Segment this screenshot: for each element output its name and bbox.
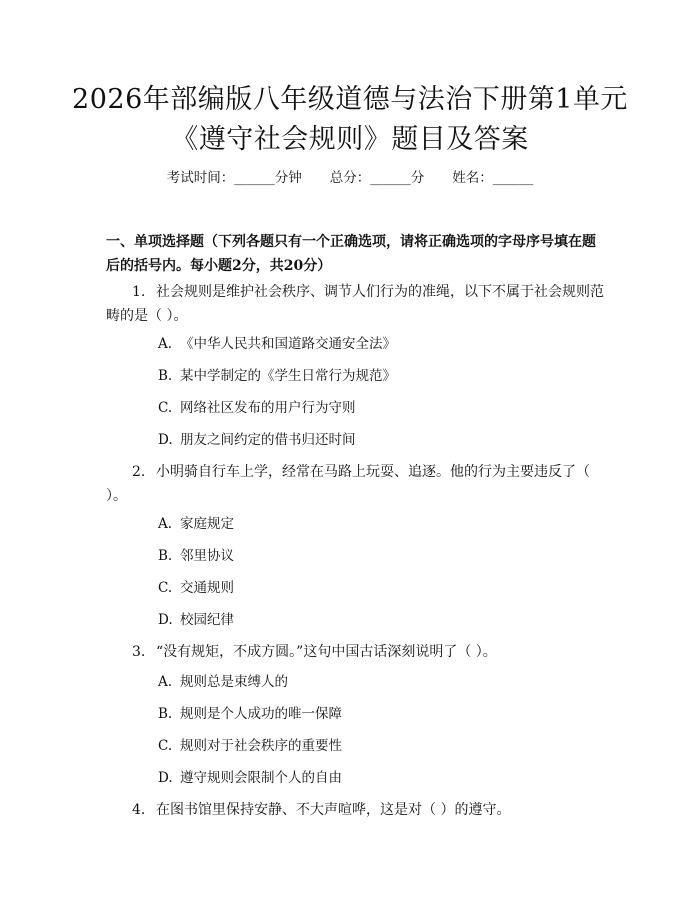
question-2: [106, 460, 606, 508]
question-number: 2.: [132, 464, 146, 480]
exam-time-field: 考试时间：______分钟: [166, 170, 302, 186]
option-text: 规则对于社会秩序的重要性: [180, 738, 342, 754]
page-title: 2026年部编版八年级道德与法治下册第1单元《遵守社会规则》题目及答案: [72, 84, 628, 155]
option-text: 《中华人民共和国道路交通安全法》: [180, 336, 396, 352]
question-number: 4.: [132, 802, 146, 818]
option-text: 某中学制定的《学生日常行为规范》: [180, 368, 396, 384]
option-3d: [158, 768, 598, 788]
option-letter: C.: [158, 738, 173, 754]
option-1a: [158, 334, 598, 354]
option-text: 家庭规定: [180, 516, 234, 532]
option-text: 网络社区发布的用户行为守则: [180, 400, 356, 416]
option-letter: D.: [158, 612, 173, 628]
question-number: 1.: [132, 284, 146, 300]
total-score-field: 总分：______分: [329, 170, 425, 186]
option-letter: D.: [158, 432, 173, 448]
question-text: 小明骑自行车上学，经常在马路上玩耍、追逐。他的行为主要违反了（ ）。: [106, 464, 590, 504]
question-number: 3.: [132, 644, 146, 660]
option-letter: C.: [158, 400, 173, 416]
option-2d: [158, 610, 598, 630]
option-letter: C.: [158, 580, 173, 596]
question-3: [106, 640, 606, 664]
option-letter: B.: [158, 548, 173, 564]
option-letter: D.: [158, 770, 173, 786]
option-letter: B.: [158, 706, 173, 722]
option-2c: [158, 578, 598, 598]
option-text: 规则是个人成功的唯一保障: [180, 706, 342, 722]
question-1: [106, 280, 606, 328]
option-letter: B.: [158, 368, 173, 384]
option-letter: A.: [158, 336, 173, 352]
option-3c: [158, 736, 598, 756]
exam-meta: [0, 168, 700, 188]
option-2b: [158, 546, 598, 566]
option-text: 邻里协议: [180, 548, 234, 564]
option-letter: A.: [158, 516, 173, 532]
student-name-field: 姓名：______: [452, 170, 534, 186]
question-text: 社会规则是维护社会秩序、调节人们行为的准绳，以下不属于社会规则范畴的是（ ）。: [106, 284, 604, 324]
option-text: 交通规则: [180, 580, 234, 596]
option-text: 遵守规则会限制个人的自由: [180, 770, 342, 786]
option-3b: [158, 704, 598, 724]
option-text: 规则总是束缚人的: [180, 674, 288, 690]
option-1b: [158, 366, 598, 386]
question-text: “没有规矩，不成方圆。”这句中国古话深刻说明了（ ）。: [156, 644, 497, 660]
section-heading: 一、单项选择题（下列各题只有一个正确选项，请将正确选项的字母序号填在题后的括号内。每小题2分，共20分）: [106, 234, 596, 274]
question-text: 在图书馆里保持安静、不大声喧哗，这是对（ ）的遵守。: [156, 802, 511, 818]
option-3a: [158, 672, 598, 692]
question-4: [106, 798, 606, 822]
option-text: 校园纪律: [180, 612, 234, 628]
option-2a: [158, 514, 598, 534]
option-text: 朋友之间约定的借书归还时间: [180, 432, 356, 448]
option-letter: A.: [158, 674, 173, 690]
option-1c: [158, 398, 598, 418]
option-1d: [158, 430, 598, 450]
